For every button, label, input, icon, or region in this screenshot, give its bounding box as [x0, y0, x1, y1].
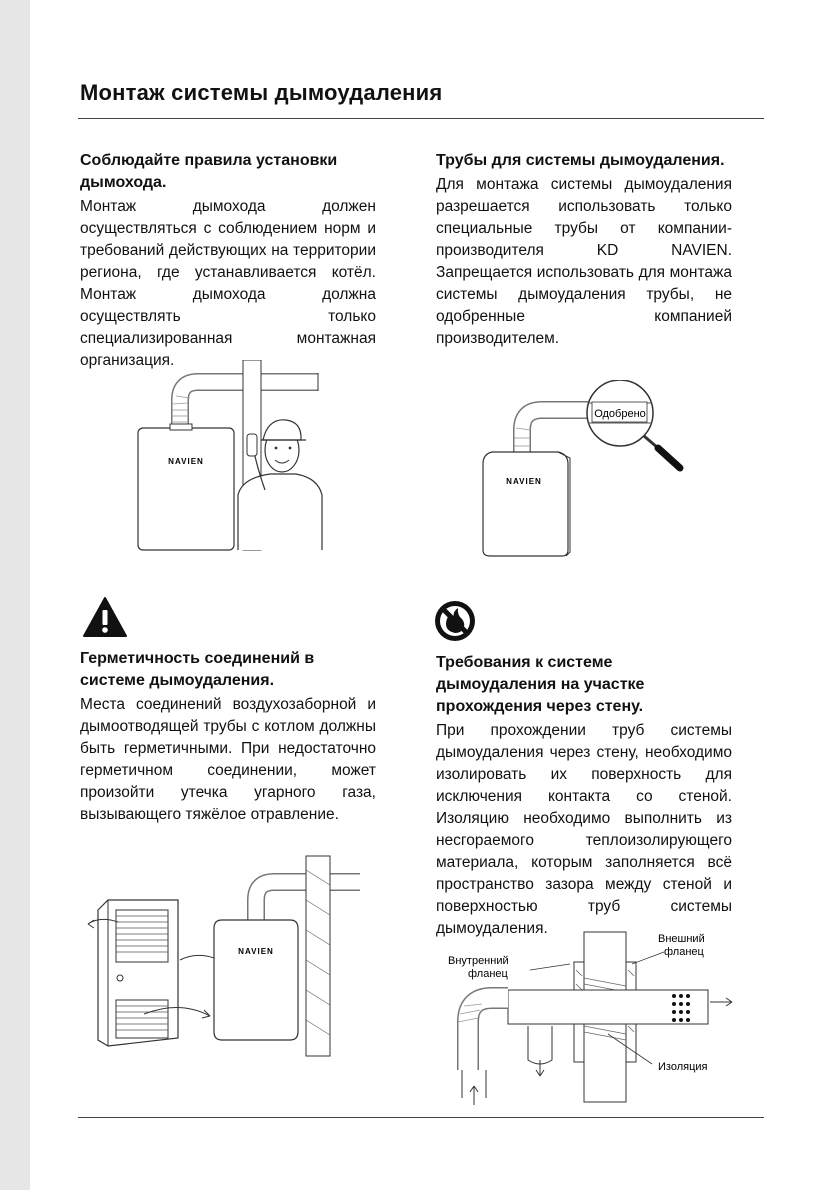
- section-wall: [436, 652, 732, 940]
- label-outer-flange: Внешний: [658, 933, 705, 945]
- section-rules-body: Монтаж дымохода должен осуществляться с соблюдением норм и требований действующих на территории региона, где устанавливается котёл. Монтаж дымохода должна осуществлять только специализированная монтажная организация.: [80, 198, 376, 369]
- section-rules-heading: Соблюдайте правила установки дымохода.: [80, 152, 338, 191]
- section-pipes-body: Для монтажа системы дымоудаления разрешается использовать только специальные трубы от компании-производителя KD NAVIEN. Запрещается использовать для монтажа системы дымоудаления трубы, не одобренные компанией производителем.: [436, 176, 732, 347]
- no-flammable-icon: [434, 600, 476, 642]
- section-pipes-heading: Трубы для системы дымоудаления.: [436, 152, 725, 169]
- section-sealing: [80, 648, 376, 826]
- warning-icon: [82, 596, 128, 638]
- label-inner-flange-2: фланец: [468, 968, 508, 980]
- boiler-brand-logo: NAVIEN: [168, 457, 204, 466]
- approved-pipe-illustration: [480, 380, 710, 560]
- section-sealing-heading: Герметичность соединений в системе дымоудаления.: [80, 650, 315, 689]
- label-inner-flange: Внутренний: [448, 955, 509, 967]
- title-divider: [78, 118, 764, 119]
- section-pipes: [436, 150, 732, 350]
- installer-illustration: [130, 360, 330, 555]
- page-title: Монтаж системы дымоудаления: [80, 80, 443, 105]
- section-wall-heading: Требования к системе дымоудаления на участке прохождения через стену.: [436, 654, 645, 715]
- section-wall-body: При прохождении труб системы дымоудаления через стену, необходимо изолировать их поверхность для исключения контакта со стеной. Изоляцию необходимо выполнить из несгораемого теплоизолирующего материала, которым заполняется всё пространство зазора между стеной и поверхностью труб системы дымоудаления.: [436, 722, 732, 937]
- page-side-strip: [0, 0, 30, 1190]
- label-outer-flange-2: фланец: [664, 946, 704, 958]
- wall-passthrough-diagram: [440, 930, 750, 1105]
- section-sealing-body: Места соединений воздухозаборной и дымоотводящей трубы с котлом должны быть герметичными. При недостаточно герметичном соединении, может произойти утечка угарного газа, вызывающего тяжёлое отравление.: [80, 696, 376, 823]
- section-rules: [80, 150, 376, 372]
- boiler-brand-logo: NAVIEN: [506, 477, 542, 486]
- leak-illustration: [80, 850, 370, 1060]
- boiler-brand-logo: NAVIEN: [238, 947, 274, 956]
- footer-divider: [78, 1117, 764, 1118]
- approved-label: Одобрено: [594, 408, 646, 420]
- label-insulation: Изоляция: [658, 1061, 708, 1073]
